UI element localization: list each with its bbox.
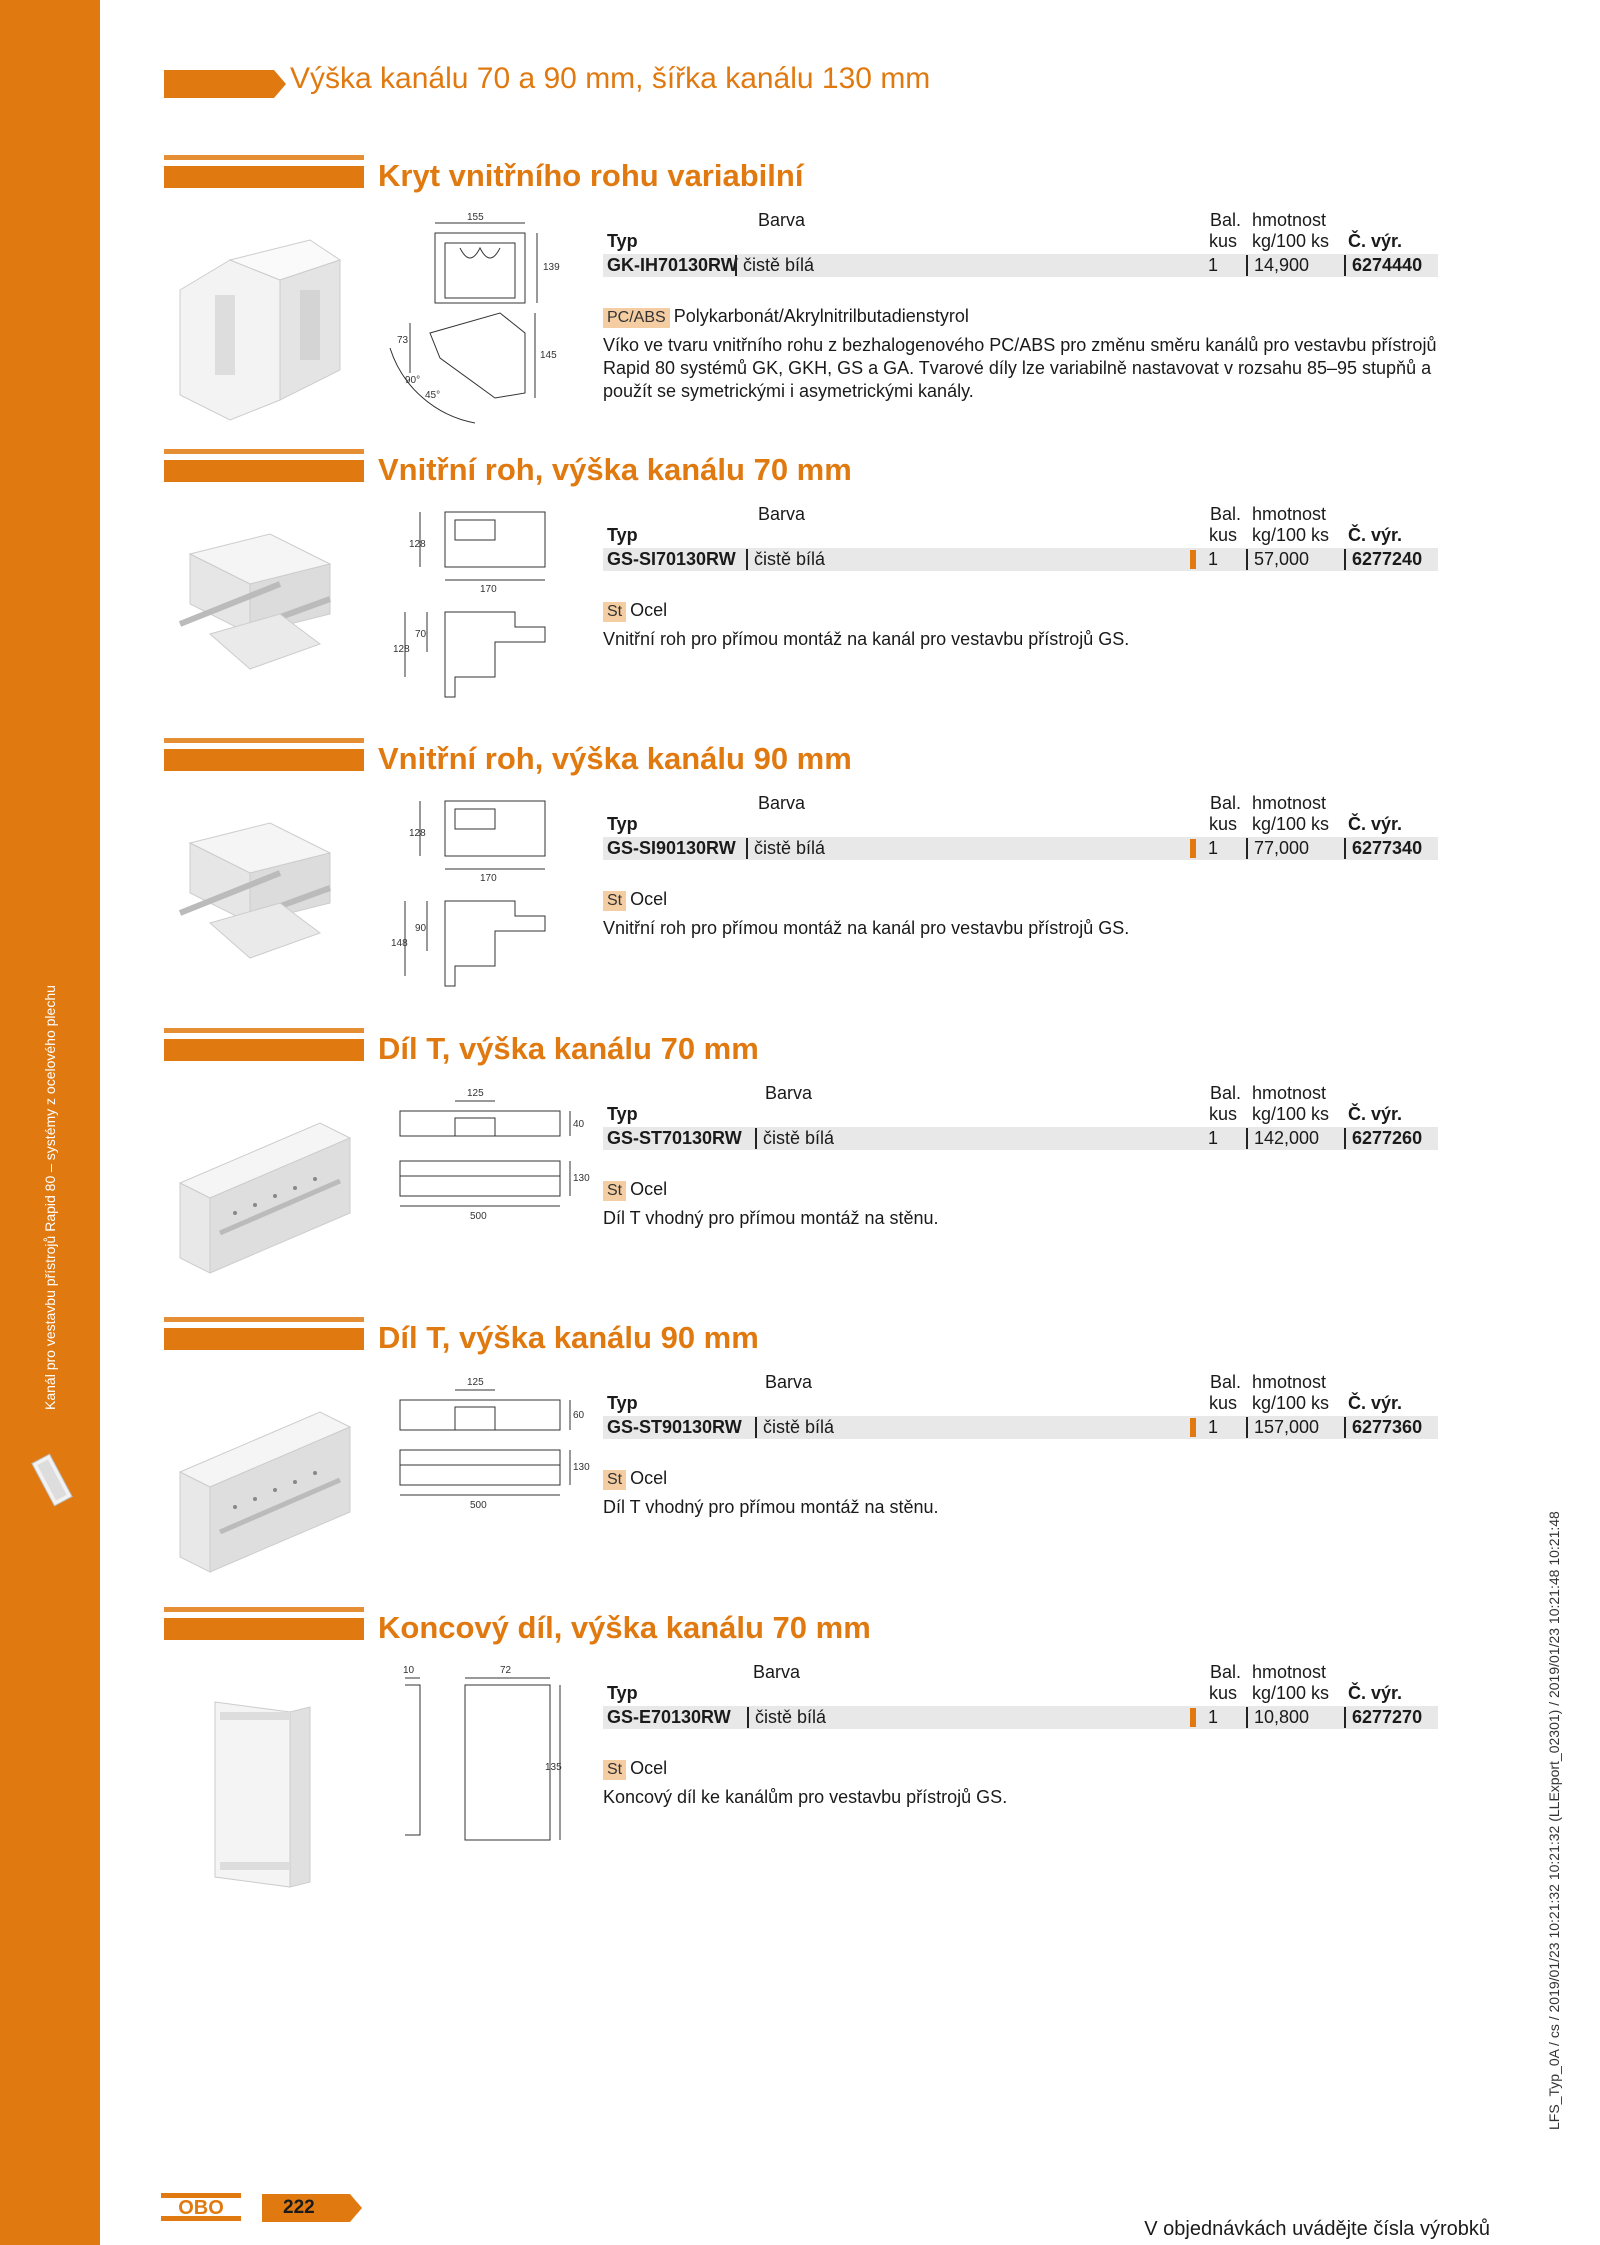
product-weight: 157,000 [1246,1417,1319,1438]
product-type: GS-SI90130RW [607,838,736,858]
product-color: čistě bílá [746,838,825,859]
dim-label: 70 [415,629,427,640]
header-package: Bal. [1210,793,1242,813]
header-package: Bal. [1210,504,1242,524]
material-line [603,889,667,911]
package-qty: 1 [1208,255,1219,275]
dim-label: 128 [409,828,426,839]
header-color: Barva [758,504,806,524]
header-weight: hmotnost [1252,1372,1327,1392]
product-image [160,524,360,714]
header-weight: hmotnost [1252,210,1327,230]
section-title: Vnitřní roh, výška kanálu 70 mm [378,452,852,487]
article-number: 6274440 [1344,255,1422,276]
header-weight-unit: kg/100 ks [1252,1104,1330,1124]
dim-label: 45° [425,390,441,401]
material-line [603,306,969,328]
dim-label: 10 [403,1665,415,1676]
product-type: GS-E70130RW [607,1707,731,1727]
table-row [603,1706,1438,1729]
product-table [603,1662,1438,1742]
header-weight: hmotnost [1252,793,1327,813]
material-line [603,600,667,622]
table-row [603,548,1438,571]
product-color: čistě bílá [755,1128,834,1149]
header-weight-unit: kg/100 ks [1252,525,1330,545]
material-code-badge: PC/ABS [603,308,670,328]
header-weight: hmotnost [1252,1083,1327,1103]
section-accent-bar [164,460,364,482]
product-color: čistě bílá [735,255,814,276]
page-title: Výška kanálu 70 a 90 mm, šířka kanálu 130 mm [290,62,931,95]
product-description: Díl T vhodný pro přímou montáž na stěnu. [603,1208,939,1228]
technical-drawing [385,208,565,408]
table-row [603,1127,1438,1150]
header-accent-bar [164,70,274,98]
product-weight: 57,000 [1246,549,1309,570]
package-qty: 1 [1208,1707,1219,1727]
product-weight: 10,800 [1246,1707,1309,1728]
dim-label: 60 [573,1410,585,1421]
dim-label: 170 [480,873,497,884]
dim-label: 125 [467,1377,484,1388]
material-code-badge: St [603,1470,626,1490]
header-pieces: kus [1209,1104,1238,1124]
section-accent-bar [164,166,364,188]
section-title: Koncový díl, výška kanálu 70 mm [378,1610,871,1645]
dim-label: 130 [573,1173,590,1184]
material-name: Ocel [630,889,668,909]
product-description: Koncový díl ke kanálům pro vestavbu přístrojů GS. [603,1787,1008,1807]
header-pieces: kus [1209,1683,1238,1703]
header-weight: hmotnost [1252,504,1327,524]
package-qty: 1 [1208,1128,1219,1148]
material-code-badge: St [603,891,626,911]
table-row [603,254,1438,277]
dim-label: 90 [415,923,427,934]
technical-drawing [385,791,565,991]
technical-drawing [385,1081,590,1281]
header-article-number: Č. výr. [1348,1683,1403,1703]
section-accent-bar [164,1039,364,1061]
product-description: Vnitřní roh pro přímou montáž na kanál pro vestavbu přístrojů GS. [603,629,1130,649]
export-metadata: LFS_Typ_0A / cs / 2019/01/23 10:21:32 10:21:32 (LLExport_02301) / 2019/01/23 10:21:48 10:21:48 [1546,1511,1562,2130]
header-weight-unit: kg/100 ks [1252,231,1330,251]
article-number: 6277240 [1344,549,1422,570]
product-image [160,230,360,420]
new-product-marker [1190,1708,1196,1727]
technical-drawing [385,1370,590,1570]
material-code-badge: St [603,1760,626,1780]
product-type: GK-IH70130RW [607,255,738,275]
product-image [160,1103,360,1293]
article-number: 6277340 [1344,838,1422,859]
header-article-number: Č. výr. [1348,814,1403,834]
product-color: čistě bílá [747,1707,826,1728]
sidebar-caption: Kanál pro vestavbu přístrojů Rapid 80 – systémy z ocelového plechu [42,985,58,1410]
product-table [603,1083,1438,1163]
material-name: Ocel [630,1758,668,1778]
material-name: Ocel [630,600,668,620]
article-number: 6277270 [1344,1707,1422,1728]
dim-label: 148 [391,938,408,949]
header-color: Barva [758,210,806,230]
section-accent-bar [164,749,364,771]
product-table [603,793,1438,873]
technical-drawing [385,1660,565,1860]
product-image [160,1392,360,1582]
logo-text: OBO [178,2197,224,2219]
page-number: 222 [283,2197,315,2218]
obo-logo [160,2192,242,2222]
header-article-number: Č. výr. [1348,1104,1403,1124]
dim-label: 128 [393,644,410,655]
dim-label: 135 [545,1762,562,1773]
header-package: Bal. [1210,1372,1242,1392]
material-line [603,1758,667,1780]
header-type: Typ [607,231,638,251]
article-number: 6277360 [1344,1417,1422,1438]
header-pieces: kus [1209,525,1238,545]
header-pieces: kus [1209,814,1238,834]
new-product-marker [1190,550,1196,569]
header-package: Bal. [1210,1662,1242,1682]
dim-label: 130 [573,1462,590,1473]
header-color: Barva [753,1662,801,1682]
product-weight: 142,000 [1246,1128,1319,1149]
header-article-number: Č. výr. [1348,231,1403,251]
section-accent-bar [164,1618,364,1640]
product-type: GS-ST90130RW [607,1417,742,1437]
material-code-badge: St [603,602,626,622]
product-image [160,1682,360,1892]
product-description: Vnitřní roh pro přímou montáž na kanál pro vestavbu přístrojů GS. [603,918,1130,938]
package-qty: 1 [1208,549,1219,569]
header-package: Bal. [1210,1083,1242,1103]
header-pieces: kus [1209,231,1238,251]
product-weight: 77,000 [1246,838,1309,859]
product-table [603,1372,1438,1452]
product-description: Víko ve tvaru vnitřního rohu z bezhalogenového PC/ABS pro změnu směru kanálů pro vestavbu přístrojů Rapid 80 systémů GK, GKH, GS a GA. Tvarové díly lze variabilně nastavovat v rozsahu 85–95 stupňů a použít se symetrickými i asymetrickými kanály. [603,335,1437,401]
header-pieces: kus [1209,1393,1238,1413]
section-accent-bar [164,1328,364,1350]
new-product-marker [1190,1418,1196,1437]
product-table [603,210,1438,290]
header-color: Barva [765,1083,813,1103]
header-weight-unit: kg/100 ks [1252,814,1330,834]
header-article-number: Č. výr. [1348,1393,1403,1413]
material-line [603,1468,667,1490]
dim-label: 170 [480,584,497,595]
dim-label: 90° [405,375,421,386]
dim-label: 500 [470,1211,487,1222]
package-qty: 1 [1208,838,1219,858]
header-type: Typ [607,1104,638,1124]
dim-label: 155 [467,212,484,223]
table-row [603,1416,1438,1439]
material-line [603,1179,667,1201]
header-type: Typ [607,814,638,834]
product-weight: 14,900 [1246,255,1309,276]
section-title: Vnitřní roh, výška kanálu 90 mm [378,741,852,776]
header-package: Bal. [1210,210,1242,230]
header-color: Barva [765,1372,813,1392]
product-table [603,504,1438,584]
dim-label: 139 [543,262,560,273]
material-name: Ocel [630,1468,668,1488]
header-article-number: Č. výr. [1348,525,1403,545]
section-title: Díl T, výška kanálu 70 mm [378,1031,759,1066]
technical-drawing [385,502,565,702]
dim-label: 125 [467,1088,484,1099]
product-image [160,813,360,1003]
dim-label: 128 [409,539,426,550]
header-weight-unit: kg/100 ks [1252,1393,1330,1413]
dim-label: 500 [470,1500,487,1511]
material-name: Ocel [630,1179,668,1199]
header-type: Typ [607,1393,638,1413]
product-description: Díl T vhodný pro přímou montáž na stěnu. [603,1497,939,1517]
header-color: Barva [758,793,806,813]
package-qty: 1 [1208,1417,1219,1437]
header-weight: hmotnost [1252,1662,1327,1682]
dim-label: 72 [500,1665,512,1676]
dim-label: 73 [397,335,409,346]
channel-thumbnail-icon [30,1450,74,1510]
section-title: Kryt vnitřního rohu variabilní [378,158,804,193]
material-name: Polykarbonát/Akrylnitrilbutadienstyrol [673,306,969,326]
header-weight-unit: kg/100 ks [1252,1683,1330,1703]
material-code-badge: St [603,1181,626,1201]
product-type: GS-ST70130RW [607,1128,742,1148]
article-number: 6277260 [1344,1128,1422,1149]
section-title: Díl T, výška kanálu 90 mm [378,1320,759,1355]
dim-label: 40 [573,1119,585,1130]
product-type: GS-SI70130RW [607,549,736,569]
footer-note: V objednávkách uvádějte čísla výrobků [1144,2218,1490,2240]
product-color: čistě bílá [746,549,825,570]
dim-label: 145 [540,350,557,361]
table-row [603,837,1438,860]
product-color: čistě bílá [755,1417,834,1438]
header-type: Typ [607,1683,638,1703]
new-product-marker [1190,839,1196,858]
header-type: Typ [607,525,638,545]
